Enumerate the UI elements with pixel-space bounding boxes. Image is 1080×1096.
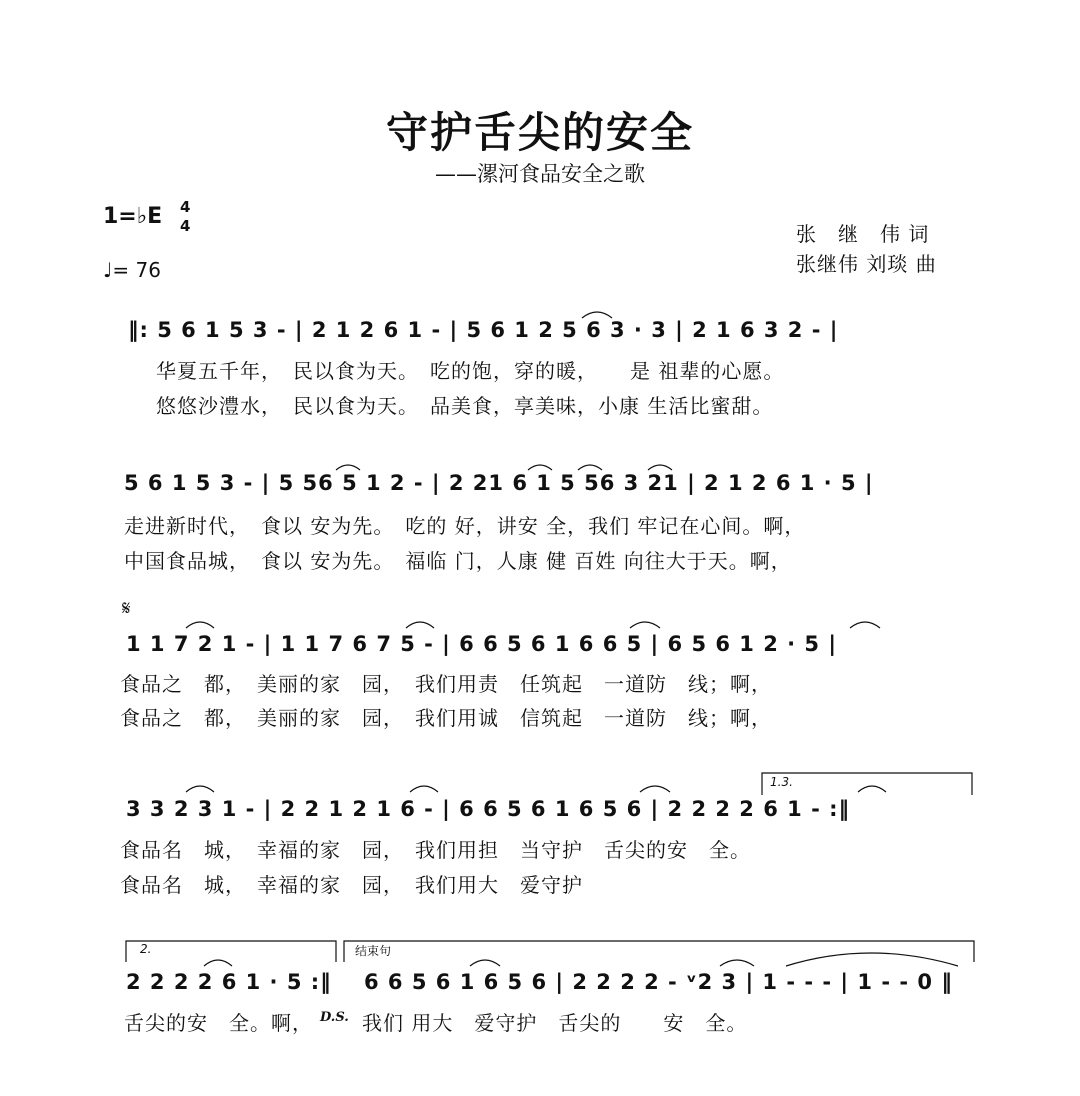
slur-12 <box>640 786 670 792</box>
slur-1 <box>582 312 612 318</box>
tempo-marking: ♩= 76 <box>103 258 161 282</box>
lyric-line-3-verse-1: 食品之 都， 美丽的家 园， 我们用责 任筑起 一道防 线；啊， <box>120 672 772 696</box>
slur-14 <box>204 960 232 966</box>
lyric-line-2-verse-1: 走进新时代， 食以 安为先。 吃的 好，讲安 全，我们 牢记在心间。啊， <box>124 514 806 538</box>
lyric-line-2-verse-2: 中国食品城， 食以 安为先。 福临 门，人康 健 百姓 向往大于天。啊， <box>124 549 792 573</box>
lyric-line-4-verse-1: 食品名 城， 幸福的家 园， 我们用担 当守护 舌尖的安 全。 <box>120 838 751 862</box>
slur-10 <box>186 786 214 792</box>
song-title: 守护舌尖的安全 <box>385 108 694 157</box>
ending-phrase-label: 结束句 <box>355 944 392 958</box>
segno-sign: 𝄋 <box>122 596 131 620</box>
dal-segno-mark: D.S. <box>320 1010 349 1025</box>
volta-bracket-2 <box>126 941 336 962</box>
song-subtitle: ——漯河食品安全之歌 <box>435 162 645 186</box>
slur-9 <box>850 622 880 628</box>
slur-15 <box>470 960 500 966</box>
slur-16 <box>720 960 754 966</box>
key-signature: 1=♭E <box>103 204 163 229</box>
lyric-line-5a: 舌尖的安 全。啊， <box>124 1011 313 1035</box>
volta-1-3-label: 1.3. <box>770 775 793 789</box>
notation-line-2: 5 6 1 5 3 - | 5 56 5 1 2 - | 2 21 6 1 5 56 3 21 | 2 1 2 6 1 · 5 | <box>124 471 874 495</box>
notation-line-5a: 2 2 2 2 6 1 · 5 :‖ <box>126 970 332 994</box>
slur-17 <box>786 953 958 966</box>
lyric-line-4-verse-2: 食品名 城， 幸福的家 园， 我们用大 爱守护 <box>120 873 583 897</box>
slur-6 <box>186 622 214 628</box>
volta-bracket-ending <box>344 941 974 962</box>
notation-line-4: 3 3 2 3 1 - | 2 2 1 2 1 6 - | 6 6 5 6 1 6 5 6 | 2 2 2 2 6 1 - :‖ <box>126 797 850 821</box>
slur-3 <box>528 465 552 470</box>
composer-credit: 张继伟 刘琰 曲 <box>796 252 937 276</box>
lyric-line-1-verse-1: 华夏五千年， 民以食为天。 吃的饱，穿的暖， 是 祖辈的心愿。 <box>156 359 785 383</box>
slur-13 <box>858 786 886 792</box>
slur-8 <box>630 622 660 628</box>
volta-2-label: 2. <box>140 942 152 956</box>
lyric-line-5b: 我们 用大 爱守护 舌尖的 安 全。 <box>362 1011 748 1035</box>
lyric-line-1-verse-2: 悠悠沙澧水， 民以食为天。 品美食，享美味，小康 生活比蜜甜。 <box>156 394 774 418</box>
time-signature-bottom: 4 <box>180 217 191 235</box>
slur-11 <box>410 786 438 792</box>
notation-line-3: 1 1 7 2 1 - | 1 1 7 6 7 5 - | 6 6 5 6 1 6 6 5 | 6 5 6 1 2 · 5 | <box>126 632 838 656</box>
lyricist-credit: 张 继 伟 词 <box>796 222 930 246</box>
lyric-line-3-verse-2: 食品之 都， 美丽的家 园， 我们用诚 信筑起 一道防 线；啊， <box>120 706 772 730</box>
slur-5 <box>648 465 672 470</box>
slur-4 <box>578 465 602 470</box>
time-signature-top: 4 <box>180 198 191 216</box>
slur-2 <box>336 465 360 470</box>
slur-7 <box>406 622 434 628</box>
notation-line-1: ‖: 5 6 1 5 3 - | 2 1 2 6 1 - | 5 6 1 2 5 6 3 · 3 | 2 1 6 3 2 - | <box>128 318 839 342</box>
volta-bracket-1-3 <box>762 773 972 795</box>
notation-line-5b: 6 6 5 6 1 6 5 6 | 2 2 2 2 - ᵛ2 3 | 1 - - - | 1 - - 0 ‖ <box>364 970 953 994</box>
